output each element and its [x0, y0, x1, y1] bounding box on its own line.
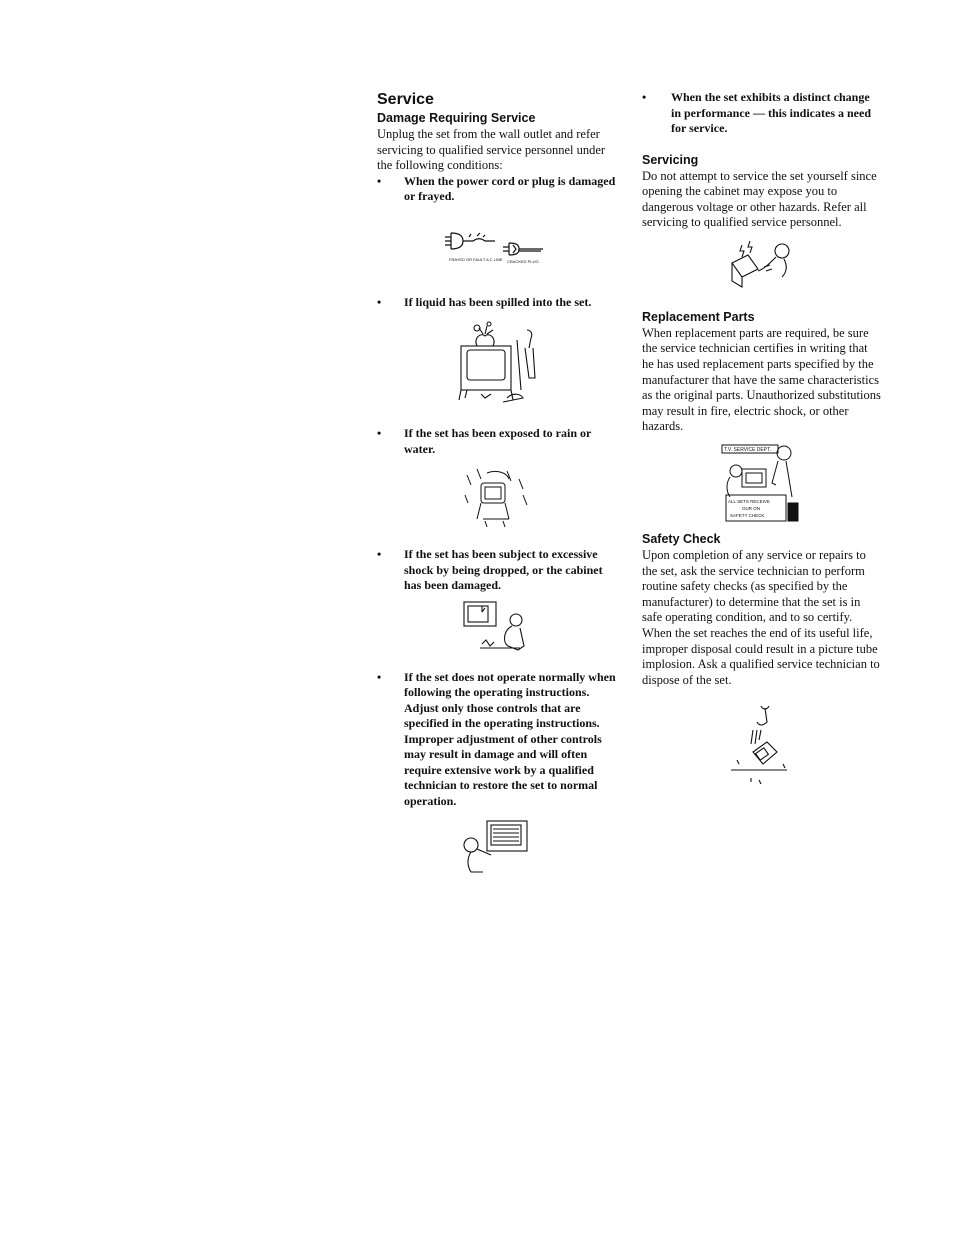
- tv-rain-illustration: [457, 465, 537, 531]
- service-dept-illustration: [720, 443, 804, 525]
- servicing-text: Do not attempt to service the set yourself since opening the cabinet may expose you to dangerous voltage or other hazards. Refer all servicing to qualified service personnel.: [642, 168, 877, 230]
- safety-heading: Safety Check: [642, 532, 721, 547]
- bullet-dot: •: [377, 173, 382, 188]
- check-sign-line-3: SAFETY CHECK: [730, 513, 765, 519]
- damage-intro: Unplug the set from the wall outlet and refer servicing to qualified service personnel under the following conditions:: [377, 127, 606, 173]
- right-column: [642, 90, 882, 790]
- bullet-text: When the set exhibits a distinct change in performance — this indicates a need for service.: [671, 90, 871, 135]
- bullet-not-operate: [377, 670, 617, 810]
- check-sign-line-1: ALL SETS RECEIVE: [728, 499, 770, 505]
- bullet-text: If the set does not operate normally when following the operating instructions. Adjust only those controls that are specified in the operating instructions. Improper adjustment of other controls may result in damage and will often require extensive work by a qualified technician to restore the set to normal operation.: [404, 669, 616, 808]
- dept-sign: T.V. SERVICE DEPT.: [724, 447, 771, 454]
- left-column: [377, 90, 617, 877]
- adjust-controls-illustration: [457, 817, 537, 877]
- cord-caption-2: CRACKED PLUG: [507, 258, 539, 264]
- cord-caption-1: FRAYED OR FAULT A C LINE: [449, 256, 503, 262]
- damage-heading: Damage Requiring Service: [377, 111, 536, 125]
- bullet-liquid: [377, 295, 617, 311]
- bullet-text: When the power cord or plug is damaged or frayed.: [404, 173, 616, 204]
- bullet-dot: •: [642, 90, 647, 104]
- bullet-dot: •: [377, 669, 382, 684]
- bullet-text: If the set has been subject to excessive shock by being dropped, or the cabinet has been damaged.: [404, 547, 603, 593]
- tv-dropped-illustration: [452, 598, 542, 654]
- tv-spill-illustration: [447, 320, 547, 410]
- replacement-heading: Replacement Parts: [642, 309, 755, 324]
- safety-text: Upon completion of any service or repairs to the set, ask the service technician to perform routine safety checks (as specified by the manufacturer) to determine that the set is in safe operating condition, and to so certify. When the set reaches the end of its useful life, improper disposal could result in a picture tube implosion. Ask a qualified service technician to dispose of the set.: [642, 548, 880, 687]
- replacement-text: When replacement parts are required, be sure the service technician certifies in writing that he has used replacement parts specified by the manufacturer that have the same characteristics as the original parts. Unauthorized substitutions may result in fire, electric shock, or other hazards.: [642, 325, 881, 434]
- bullet-text: If liquid has been spilled into the set.: [404, 294, 592, 309]
- servicing-heading: Servicing: [642, 152, 699, 167]
- electric-shock-illustration: [720, 237, 804, 293]
- bullet-text: If the set has been exposed to rain or water.: [404, 426, 592, 456]
- bullet-dot: •: [377, 426, 382, 441]
- tv-disposal-illustration: [727, 700, 797, 790]
- page-title: Service: [377, 91, 434, 108]
- bullet-power-cord: [377, 174, 617, 205]
- bullet-dot: •: [377, 294, 382, 309]
- frayed-cord-illustration: [437, 225, 557, 265]
- bullet-rain: [377, 426, 617, 457]
- bullet-dot: •: [377, 547, 382, 562]
- check-sign-line-2: OUR ON: [742, 506, 760, 512]
- bullet-shock: [377, 547, 617, 594]
- bullet-performance: [642, 90, 882, 137]
